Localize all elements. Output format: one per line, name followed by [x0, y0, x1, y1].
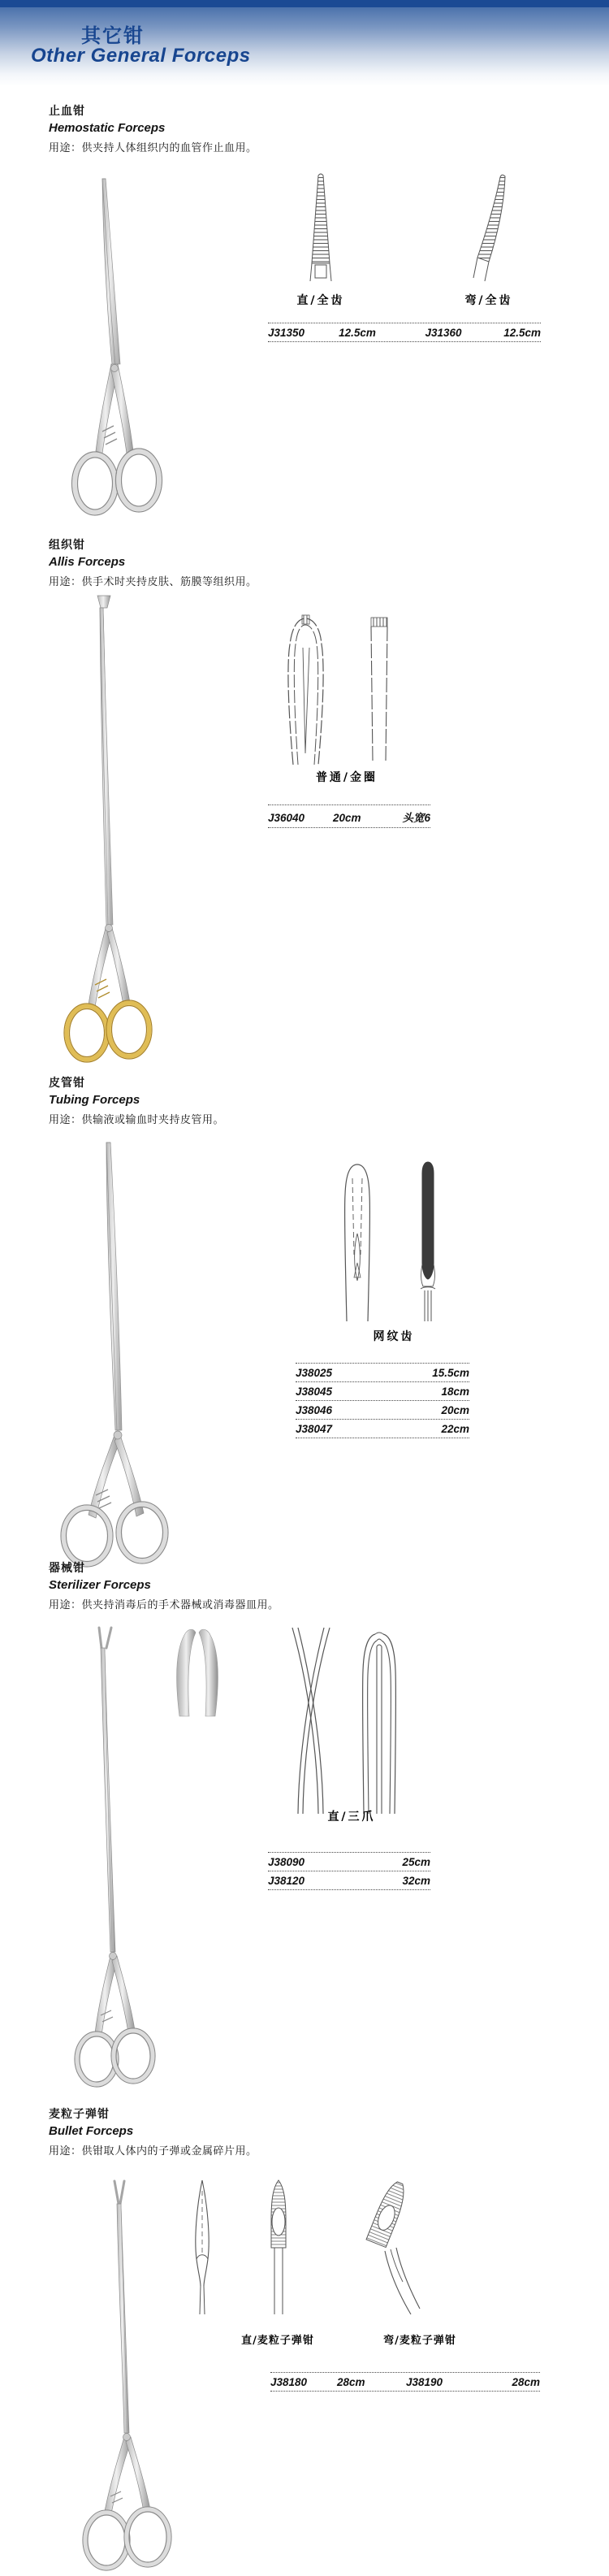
section-tubing-heading [49, 1074, 552, 1126]
allis-loop-tip-drawing [283, 614, 328, 765]
straight-serrated-tip-drawing [302, 172, 339, 283]
bullet-product-table [270, 2372, 540, 2392]
sterilizer-product-table [268, 1852, 430, 1890]
tip-variant-label: 直/全齿 [296, 294, 345, 307]
product-code: J38046 [296, 1404, 333, 1416]
table-row [268, 1871, 430, 1889]
table-row [268, 1852, 430, 1871]
table-row [270, 2372, 540, 2391]
section-usage: 用途：供夹持消毒后的手术器械或消毒器皿用。 [49, 1598, 279, 1611]
tubing-product-table [296, 1363, 469, 1438]
product-size: 12.5cm [339, 327, 376, 339]
section-bullet-heading [49, 2105, 552, 2158]
section-name-en: Allis Forceps [49, 555, 126, 569]
section-usage: 用途：供夹持人体组织内的血管作止血用。 [49, 141, 257, 154]
section-name-en: Sterilizer Forceps [49, 1578, 151, 1592]
table-row [296, 1419, 469, 1438]
product-code: J38180 [270, 2376, 308, 2388]
section-usage: 用途：供输液或输血时夹持皮管用。 [49, 1113, 225, 1125]
product-size: 20cm [333, 812, 361, 824]
bullet-closed-tip-drawing [189, 2178, 215, 2314]
product-size: 25cm [402, 1856, 430, 1868]
tip-variant-label: 弯/麦粒子弹钳 [383, 2335, 456, 2347]
curved-serrated-tip-drawing [471, 172, 512, 283]
header-top-bar [0, 0, 609, 7]
tubing-side-tip-drawing [416, 1159, 440, 1321]
bullet-forceps-photo [45, 2178, 191, 2576]
product-size: 22cm [441, 1423, 469, 1435]
table-row [268, 323, 541, 341]
section-name-en: Tubing Forceps [49, 1093, 140, 1107]
section-name-zh: 组织钳 [49, 538, 85, 551]
section-name-en: Bullet Forceps [49, 2124, 134, 2138]
section-hemostatic-heading [49, 102, 552, 154]
tip-variant-label: 直/麦粒子弹钳 [241, 2335, 314, 2347]
product-code: J38090 [268, 1856, 305, 1868]
three-claw-tip-drawing [357, 1625, 401, 1815]
page-title-en: Other General Forceps [31, 45, 251, 67]
section-usage: 用途：供钳取人体内的子弹或金属碎片用。 [49, 2144, 257, 2157]
page-title-zh: 其它钳 [81, 25, 145, 47]
section-name-zh: 止血钳 [49, 104, 85, 117]
tip-variant-label: 弯/全齿 [464, 294, 513, 307]
sterilizer-tip-detail-photo [166, 1625, 227, 1719]
allis-product-table [268, 804, 430, 828]
section-name-en: Hemostatic Forceps [49, 121, 166, 135]
tip-variant-label: 普通/金圈 [315, 771, 378, 784]
product-size: 28cm [512, 2376, 540, 2388]
bullet-straight-side-tip-drawing [264, 2178, 293, 2314]
product-code: J38025 [296, 1367, 333, 1379]
section-allis-heading [49, 536, 552, 588]
allis-forceps-photo [49, 593, 171, 1065]
table-row [296, 1381, 469, 1400]
hemostatic-product-table [268, 323, 541, 342]
product-code: J38047 [296, 1423, 333, 1435]
product-code: J38190 [406, 2376, 443, 2388]
product-size: 18cm [441, 1386, 469, 1398]
section-usage: 用途：供手术时夹持皮肤、筋膜等组织用。 [49, 575, 257, 588]
product-size: 20cm [441, 1404, 469, 1416]
table-row [296, 1363, 469, 1381]
product-code: J38120 [268, 1875, 305, 1887]
tip-variant-label: 网纹齿 [373, 1330, 415, 1343]
product-code: J38045 [296, 1386, 333, 1398]
section-sterilizer-heading [49, 1559, 552, 1611]
bullet-curved-side-tip-drawing [364, 2176, 427, 2319]
table-row [268, 804, 430, 827]
allis-side-tip-drawing [365, 615, 393, 761]
product-size: 28cm [337, 2376, 365, 2388]
hemostatic-forceps-photo [69, 175, 166, 520]
tubing-front-tip-drawing [340, 1159, 374, 1321]
table-row [296, 1400, 469, 1419]
section-name-zh: 皮管钳 [49, 1076, 85, 1089]
tip-variant-label: 直/三爪 [327, 1811, 376, 1824]
sterilizer-forceps-photo [20, 1625, 191, 2105]
product-size: 12.5cm [503, 327, 541, 339]
product-spec: 头宽6 [402, 812, 430, 824]
section-name-zh: 器械钳 [49, 1561, 85, 1574]
product-code: J31350 [268, 327, 305, 339]
crossed-blades-tip-drawing [284, 1625, 338, 1815]
page-header [0, 0, 609, 86]
product-code: J36040 [268, 812, 305, 824]
product-code: J31360 [425, 327, 462, 339]
section-name-zh: 麦粒子弹钳 [49, 2107, 110, 2120]
tubing-forceps-photo [37, 1138, 191, 1568]
product-size: 15.5cm [432, 1367, 469, 1379]
product-size: 32cm [402, 1875, 430, 1887]
